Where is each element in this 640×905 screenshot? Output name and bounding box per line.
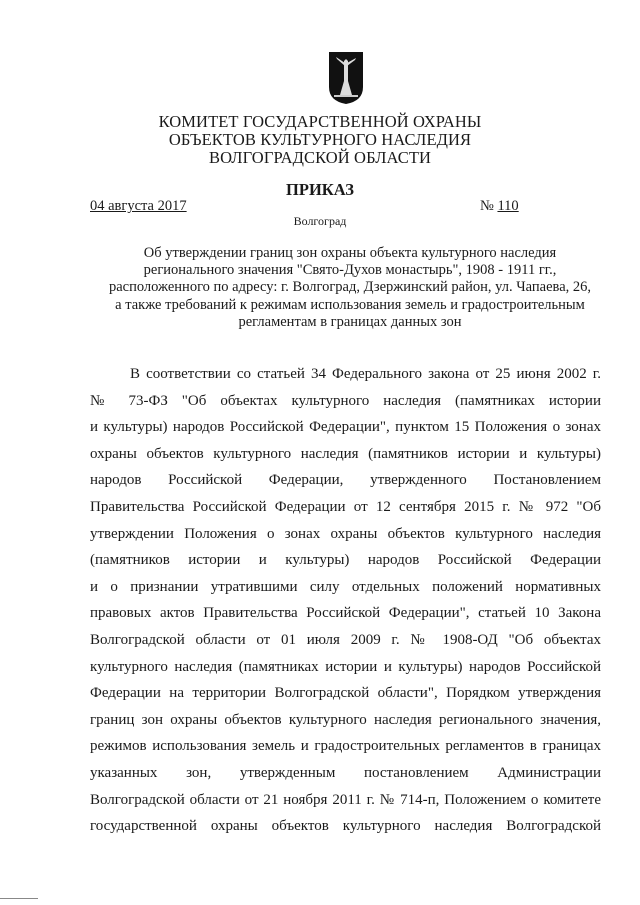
volgograd-coat-of-arms-icon <box>328 51 364 105</box>
subject-line: а также требований к режимам использования земель и градостроительным <box>115 296 585 313</box>
subject-line: расположенного по адресу: г. Волгоград, Дзержинский район, ул. Чапаева, 26, <box>108 279 592 296</box>
organization-name-line-3: ВОЛГОГРАДСКОЙ ОБЛАСТИ <box>208 148 432 167</box>
document-number <box>480 198 519 215</box>
document-type-title: ПРИКАЗ <box>286 180 354 199</box>
document-date-value: 04 августа 2017 <box>90 198 187 214</box>
body-line: Правительства Российской Федерации от 12 сентября 2015 г. № 972 "Об <box>90 498 601 515</box>
body-line: и культуры) народов Российской Федерации", пунктом 15 Положения о зонах <box>90 419 601 436</box>
document-city: Волгоград <box>293 214 347 228</box>
body-line: охраны объектов культурного наследия (памятников истории и культуры) <box>90 445 601 462</box>
body-line: Волгоградской области от 01 июля 2009 г. № 1908-ОД "Об объектах <box>90 631 601 648</box>
body-line: указанных зон, утвержденным постановлением Администрации <box>90 764 601 781</box>
document-date <box>90 198 187 215</box>
body-line: (памятников истории и культуры) народов Российской Федерации <box>90 552 601 569</box>
document-number-value: 110 <box>497 198 519 214</box>
organization-name-line-2: ОБЪЕКТОВ КУЛЬТУРНОГО НАСЛЕДИЯ <box>168 130 472 149</box>
body-line: государственной охраны объектов культурного наследия Волгоградской <box>90 818 601 835</box>
body-line: В соответствии со статьей 34 Федерального закона от 25 июня 2002 г. <box>130 366 601 382</box>
body-line: культурного наследия (памятниках истории и культуры) народов Российской <box>90 658 601 675</box>
document-subject <box>90 245 610 331</box>
organization-name-line-1: КОМИТЕТ ГОСУДАРСТВЕННОЙ ОХРАНЫ <box>158 112 482 131</box>
subject-line: регламентам в границах данных зон <box>238 313 462 330</box>
body-line: № 73-ФЗ "Об объектах культурного наследия (памятниках истории <box>90 392 601 409</box>
body-line: народов Российской Федерации, утвержденного Постановлением <box>90 472 601 489</box>
body-line: и о признании утратившими силу отдельных положений нормативных <box>90 578 601 595</box>
body-line: Волгоградской области от 21 ноября 2011 г. № 714-п, Положением о комитете <box>90 791 601 808</box>
body-line: Федерации на территории Волгоградской области", Порядком утверждения <box>90 685 601 702</box>
subject-line: Об утверждении границ зон охраны объекта культурного наследия <box>143 245 557 261</box>
scan-edge-mark <box>0 898 38 899</box>
body-line: режимов использования земель и градостроительных регламентов в границах <box>90 738 601 755</box>
body-line: утверждении Положения о зонах охраны объектов культурного наследия <box>90 525 601 542</box>
document-body <box>90 361 601 840</box>
number-prefix: № <box>480 198 494 214</box>
body-line: границ зон охраны объектов культурного наследия регионального значения, <box>90 711 601 728</box>
body-line: правовых актов Правительства Российской Федерации", статьей 10 Закона <box>90 605 601 622</box>
subject-line: регионального значения "Свято-Духов монастырь", 1908 - 1911 гг., <box>143 262 557 279</box>
